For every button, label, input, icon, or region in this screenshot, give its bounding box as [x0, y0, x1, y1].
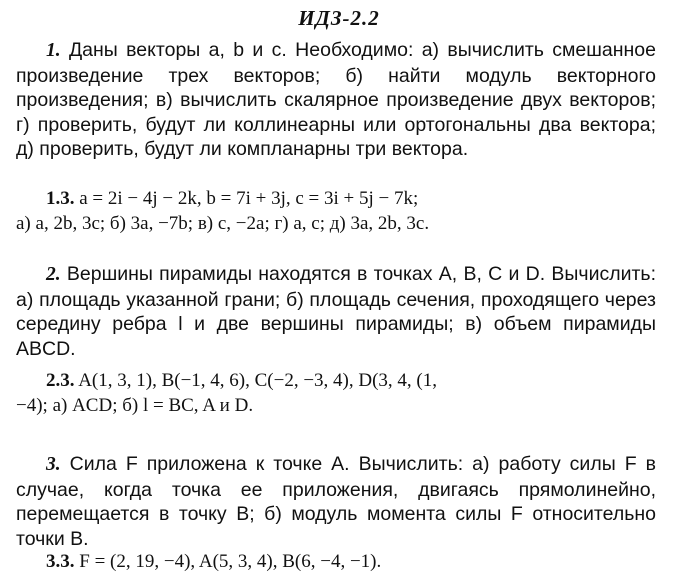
variant-2-3-label: 2.3.: [46, 370, 75, 391]
variant-3-3-force: F = (2, 19, −4), A(5, 3, 4), B(6, −4, −1).: [79, 551, 382, 572]
problem-2-text-block: [16, 262, 656, 361]
problem-1-text: Даны векторы a, b и c. Необходимо: а) вычислить смешанное произведение трех векторов; б) найти модуль векторного произведения; в) вычислить скалярное произведение двух векторов; г) проверить, будут ли коллинеарны или ортогональны два вектора; д) проверить, будут ли компланарны три вектора.: [16, 39, 656, 160]
problem-1-text-block: [16, 38, 656, 162]
problem-1-number: 1.: [46, 40, 61, 61]
variant-1-3-line-2: а) a, 2b, 3c; б) 3a, −7b; в) c, −2a; г) a, c; д) 3a, 2b, 3c.: [16, 213, 430, 234]
variant-2-3-block: [16, 368, 666, 418]
problem-3-number: 3.: [46, 454, 61, 475]
variant-1-3-line-1: [16, 186, 666, 211]
variant-3-3-line-1: [16, 549, 666, 574]
problem-3-text: Сила F приложена к точке A. Вычислить: а) работу силы F в случае, когда точка ее приложения, двигаясь прямолинейно, перемещается в точку B; б) модуль момента силы F относительно точки B.: [16, 453, 656, 550]
variant-1-3-label: 1.3.: [46, 188, 75, 209]
variant-2-3-line-1: [16, 368, 666, 393]
problem-3-text-block: [16, 452, 656, 551]
variant-3-3-label: 3.3.: [46, 551, 75, 572]
problem-2-text: Вершины пирамиды находятся в точках A, B, C и D. Вычислить: а) площадь указанной грани; б) площадь сечения, проходящего через середину ребра l и две вершины пирамиды; в) объем пирамиды ABCD.: [16, 263, 656, 360]
variant-2-3-line-2: −4); а) ACD; б) l = BC, A и D.: [16, 395, 254, 416]
variant-1-3-vectors: a = 2i − 4j − 2k, b = 7i + 3j, c = 3i + 5j − 7k;: [79, 188, 419, 209]
variant-3-3-block: [16, 549, 666, 574]
document-title: ИДЗ-2.2: [298, 6, 380, 30]
problem-2-number: 2.: [46, 264, 61, 285]
variant-1-3-block: [16, 186, 666, 236]
variant-2-3-points: A(1, 3, 1), B(−1, 4, 6), C(−2, −3, 4), D(3, 4, (1,: [78, 370, 438, 391]
